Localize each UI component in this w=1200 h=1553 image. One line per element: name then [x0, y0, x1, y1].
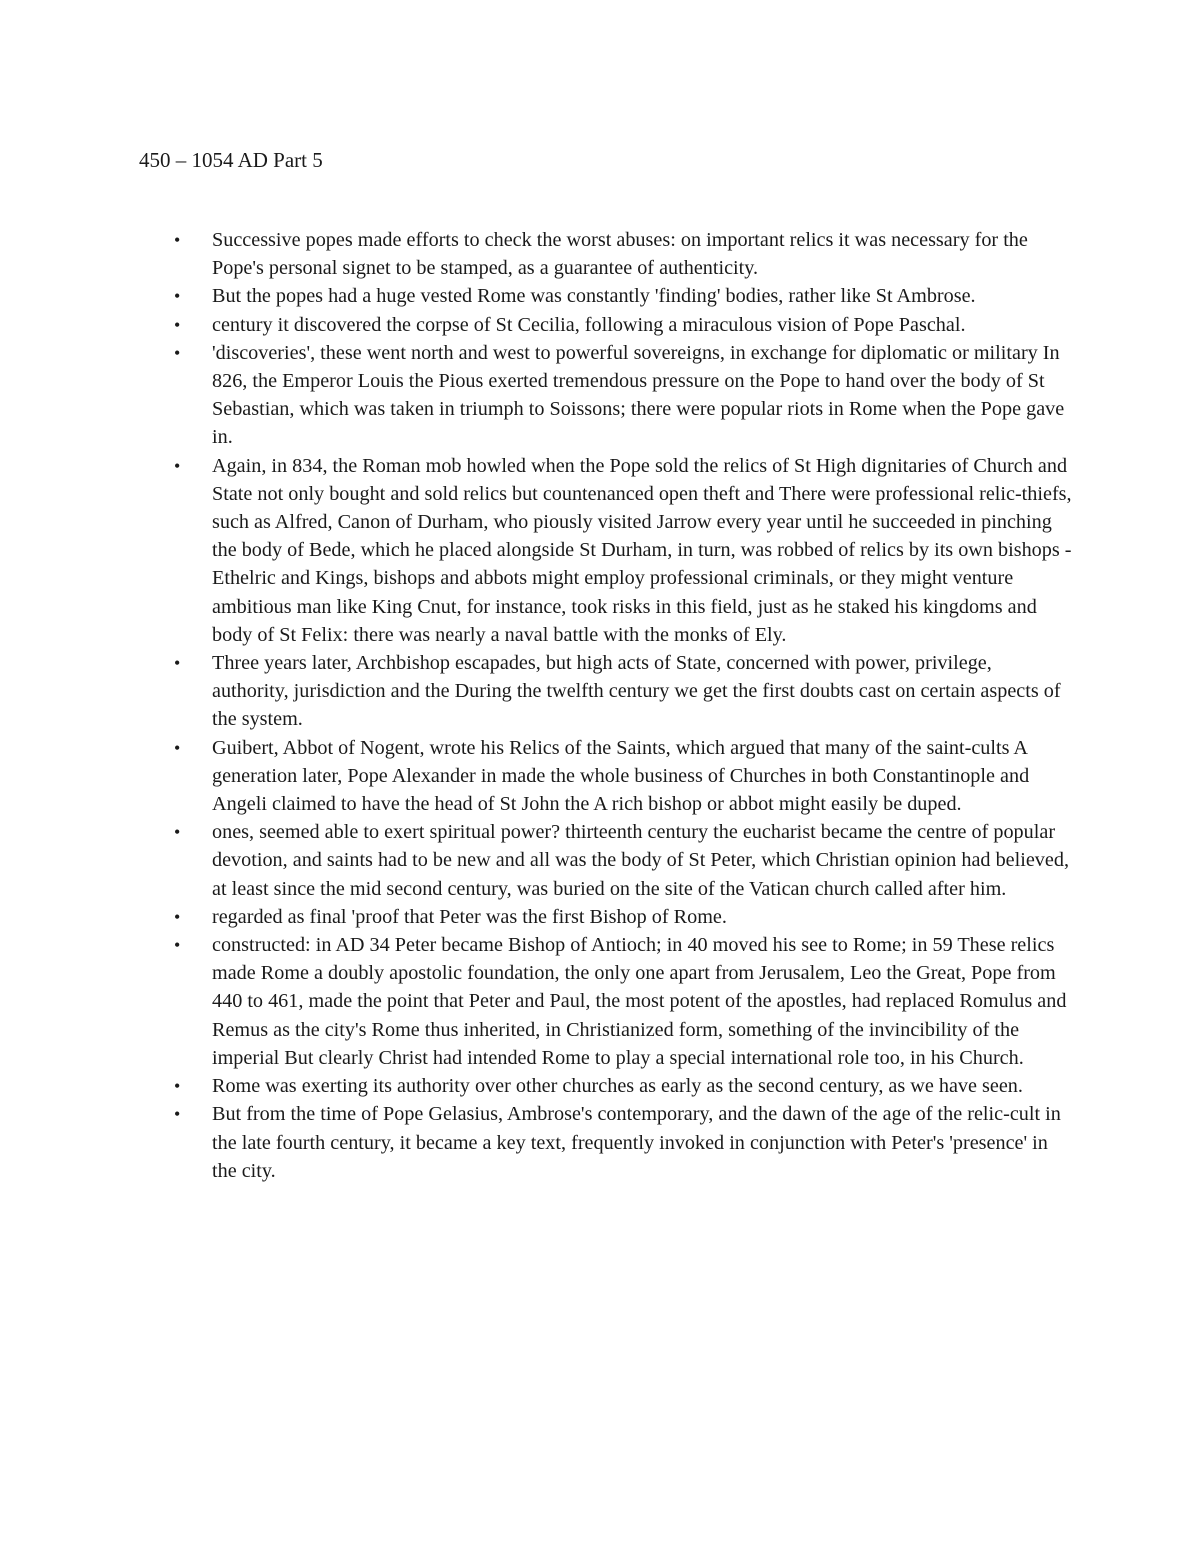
bullet-item-5: [0, 452, 1200, 649]
bullet-text: Three years later, Archbishop escapades, but high acts of State, concerned with power, privilege, authority, jurisdiction and the During the twelfth century we get the first doubts cast on certain aspects of the system.: [212, 652, 1061, 731]
bullet-item-1: [0, 226, 1200, 282]
bullet-item-7: [0, 734, 1200, 819]
bullet-text: Rome was exerting its authority over other churches as early as the second century, as we have seen.: [212, 1075, 1023, 1098]
bullet-icon: •: [174, 822, 181, 843]
bullet-text: Again, in 834, the Roman mob howled when the Pope sold the relics of St High dignitaries of Church and State not only bought and sold relics but countenanced open theft and There were professional relic-thiefs, such as Alfred, Canon of Durham, who piously visited Jarrow every year until he succeeded in pinching the body of Bede, which he placed alongside St Durham, in turn, was robbed of relics by its own bishops - Ethelric and Kings, bishops and abbots might employ professional criminals, or they might venture ambitious man like King Cnut, for instance, took risks in this field, just as he staked his kingdoms and body of St Felix: there was nearly a naval battle with the monks of Ely.: [212, 454, 1072, 646]
bullet-item-10: [0, 931, 1200, 1072]
bullet-text: Successive popes made efforts to check the worst abuses: on important relics it was necessary for the Pope's personal signet to be stamped, as a guarantee of authenticity.: [212, 229, 1028, 280]
bullet-text: constructed: in AD 34 Peter became Bishop of Antioch; in 40 moved his see to Rome; in 59 These relics made Rome a doubly apostolic foundation, the only one apart from Jerusalem, Leo the Great, Pope from 440 to 461, made the point that Peter and Paul, the most potent of the apostles, had replaced Romulus and Remus as the city's Rome thus inherited, in Christianized form, something of the invincibility of the imperial But clearly Christ had intended Rome to play a special international role too, in his Church.: [212, 934, 1067, 1069]
bullet-icon: •: [174, 906, 181, 927]
bullet-text: century it discovered the corpse of St Cecilia, following a miraculous vision of Pope Paschal.: [212, 313, 966, 336]
bullet-icon: •: [174, 230, 181, 250]
bullet-icon: •: [174, 653, 181, 674]
bullet-item-6: [0, 649, 1200, 734]
bullet-icon: •: [174, 314, 181, 335]
bullet-text: But from the time of Pope Gelasius, Ambrose's contemporary, and the dawn of the age of the relic-cult in the late fourth century, it became a key text, frequently invoked in conjunction with Peter's 'presence' in the city.: [212, 1103, 1061, 1182]
bullet-list: [0, 226, 1200, 1185]
bullet-icon: •: [174, 1104, 181, 1125]
bullet-item-2: [0, 282, 1200, 310]
bullet-item-8: [0, 818, 1200, 903]
bullet-text: 'discoveries', these went north and west to powerful sovereigns, in exchange for diplomatic or military In 826, the Emperor Louis the Pious exerted tremendous pressure on the Pope to hand over the body of St Sebastian, which was taken in triumph to Soissons; there were popular riots in Rome when the Pope gave in.: [212, 341, 1065, 449]
bullet-text: regarded as final 'proof that Peter was the first Bishop of Rome.: [212, 905, 727, 928]
bullet-item-11: [0, 1072, 1200, 1100]
bullet-item-4: [0, 339, 1200, 452]
bullet-text: But the popes had a huge vested Rome was constantly 'finding' bodies, rather like St Ambrose.: [212, 285, 976, 308]
bullet-icon: •: [174, 342, 181, 363]
bullet-icon: •: [174, 935, 181, 956]
bullet-item-3: [0, 311, 1200, 339]
bullet-icon: •: [174, 286, 181, 307]
bullet-icon: •: [174, 455, 181, 476]
bullet-text: Guibert, Abbot of Nogent, wrote his Relics of the Saints, which argued that many of the saint-cults A generation later, Pope Alexander in made the whole business of Churches in both Constantinople and Angeli claimed to have the head of St John the A rich bishop or abbot might easily be duped.: [212, 736, 1030, 816]
bullet-item-9: [0, 903, 1200, 931]
bullet-text: ones, seemed able to exert spiritual power? thirteenth century the eucharist became the centre of popular devotion, and saints had to be new and all was the body of St Peter, which Christian opinion had believed, at least since the mid second century, was buried on the site of the Vatican church called after him.: [212, 821, 1069, 900]
bullet-icon: •: [174, 1076, 181, 1097]
bullet-item-12: [0, 1100, 1200, 1185]
bullet-icon: •: [174, 737, 181, 758]
document-title: 450 – 1054 AD Part 5: [139, 148, 323, 172]
